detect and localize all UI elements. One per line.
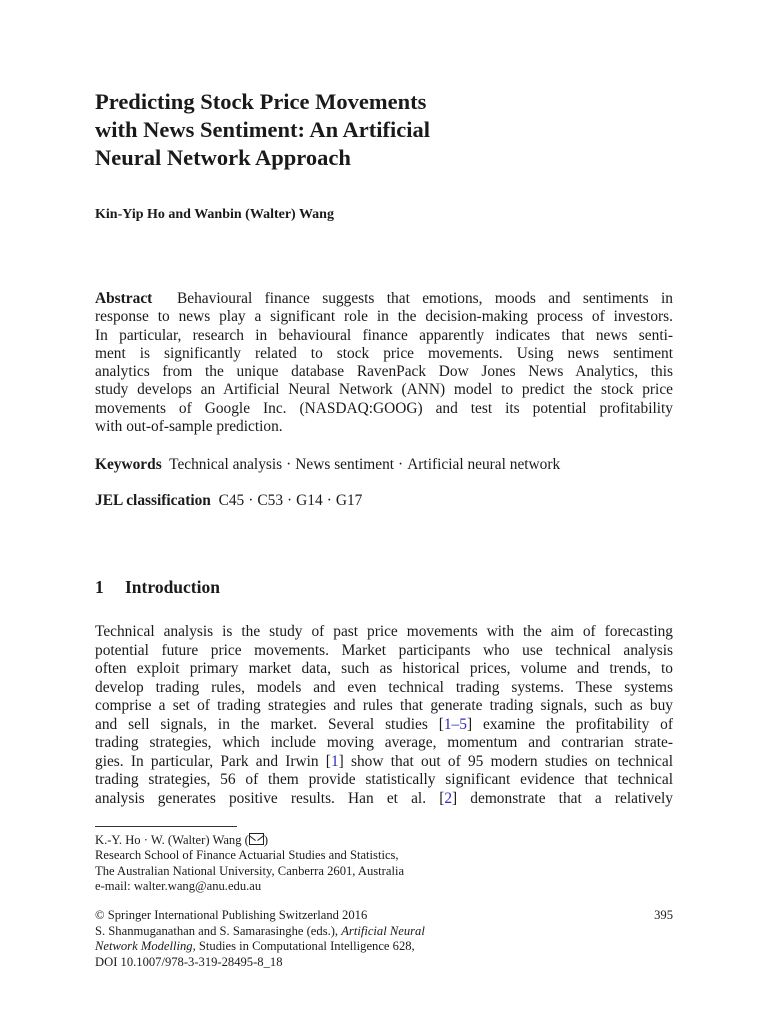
abstract-line: analytics from the unique database RavenPack Dow Jones News Analytics, this [95,363,673,381]
citation-link[interactable]: 1–5 [443,715,467,733]
title-line: Predicting Stock Price Movements [95,89,427,114]
jel-code: C53 [257,492,284,509]
body-line: trading strategies, 56 of them provide statistically significant evidence that technical [95,771,673,788]
paper-authors: Kin-Yip Ho and Wanbin (Walter) Wang [95,207,334,222]
body-line: develop trading rules, models and even technical trading systems. These systems [95,678,673,696]
abstract-line: study develops an Artificial Neural Network (ANN) model to predict the stock price [95,381,673,399]
section-heading [95,576,220,598]
body-line: Technical analysis is the study of past price movements with the aim of forecasting [95,623,673,640]
abstract [95,290,673,436]
jel-code: C45 [218,492,245,509]
abstract-line: Abstract Behavioural finance suggests that emotions, moods and sentiments in [95,290,673,307]
footnote-authors: K.-Y. Ho · W. (Walter) Wang ( ) [95,833,269,847]
keywords: Keywords Technical analysis · News sentiment · Artificial neural network [95,456,561,473]
section-number: 1 [95,577,104,597]
section-title: Introduction [125,577,220,597]
body-line: and sell signals, in the market. Several studies [1–5] examine the profitability of [95,715,673,733]
envelope-icon [249,833,264,845]
title-line: with News Sentiment: An Artificial [95,117,430,142]
keyword: News sentiment [295,456,395,473]
book-citation-line: Network Modelling, Studies in Computational Intelligence 628, [95,939,415,954]
abstract-line: with out-of-sample prediction. [95,418,283,436]
abstract-line: In particular, research in behavioural finance apparently indicates that news senti- [95,326,673,344]
author-footnote [95,833,404,894]
body-line: gies. In particular, Park and Irwin [1] show that out of 95 modern studies on technical [95,752,673,770]
copyright-block [95,908,425,970]
jel-classification: JEL classification C45 · C53 · G14 · G17 [95,492,363,509]
body-line: potential future price movements. Market participants who use technical analysis [95,641,673,659]
jel-code: G14 [296,492,323,509]
doi-line[interactable]: DOI 10.1007/978-3-319-28495-8_18 [95,954,283,969]
abstract-line: movements of Google Inc. (NASDAQ:GOOG) and test its potential profitability [95,399,673,417]
footnote-affiliation: Research School of Finance Actuarial Studies and Statistics, [95,848,399,863]
footnote-email[interactable]: e-mail: walter.wang@anu.edu.au [95,878,262,893]
body-line: often exploit primary market data, such as historical prices, volume and trends, to [95,660,673,677]
abstract-label: Abstract [95,290,153,307]
footnote-divider [95,826,237,827]
body-line: trading strategies, which include moving average, momentum and contrarian strate- [95,734,673,751]
keyword: Technical analysis [169,456,283,473]
book-citation-line: S. Shanmuganathan and S. Samarasinghe (eds.), Artificial Neural [95,923,425,938]
abstract-line: ment is significantly related to stock price movements. Using news sentiment [95,344,673,362]
paper-title [95,88,615,172]
title-line: Neural Network Approach [95,145,351,170]
copyright-line: © Springer International Publishing Switzerland 2016 [95,908,368,922]
page-number: 395 [654,908,673,922]
introduction-text [95,623,673,808]
keywords-label: Keywords [95,456,162,473]
jel-label: JEL classification [95,492,211,509]
jel-code: G17 [335,492,363,509]
citation-link[interactable]: 1 [330,752,339,770]
citation-link[interactable]: 2 [444,789,453,807]
body-line: analysis generates positive results. Han et al. [2] demonstrate that a relatively [95,789,673,807]
body-line: comprise a set of trading strategies and rules that generate trading signals, such as buy [95,697,673,714]
abstract-line: response to news play a significant role in the decision-making process of investors. [95,308,673,326]
keyword: Artificial neural network [407,456,561,473]
footnote-affiliation: The Australian National University, Canberra 2601, Australia [95,863,405,878]
